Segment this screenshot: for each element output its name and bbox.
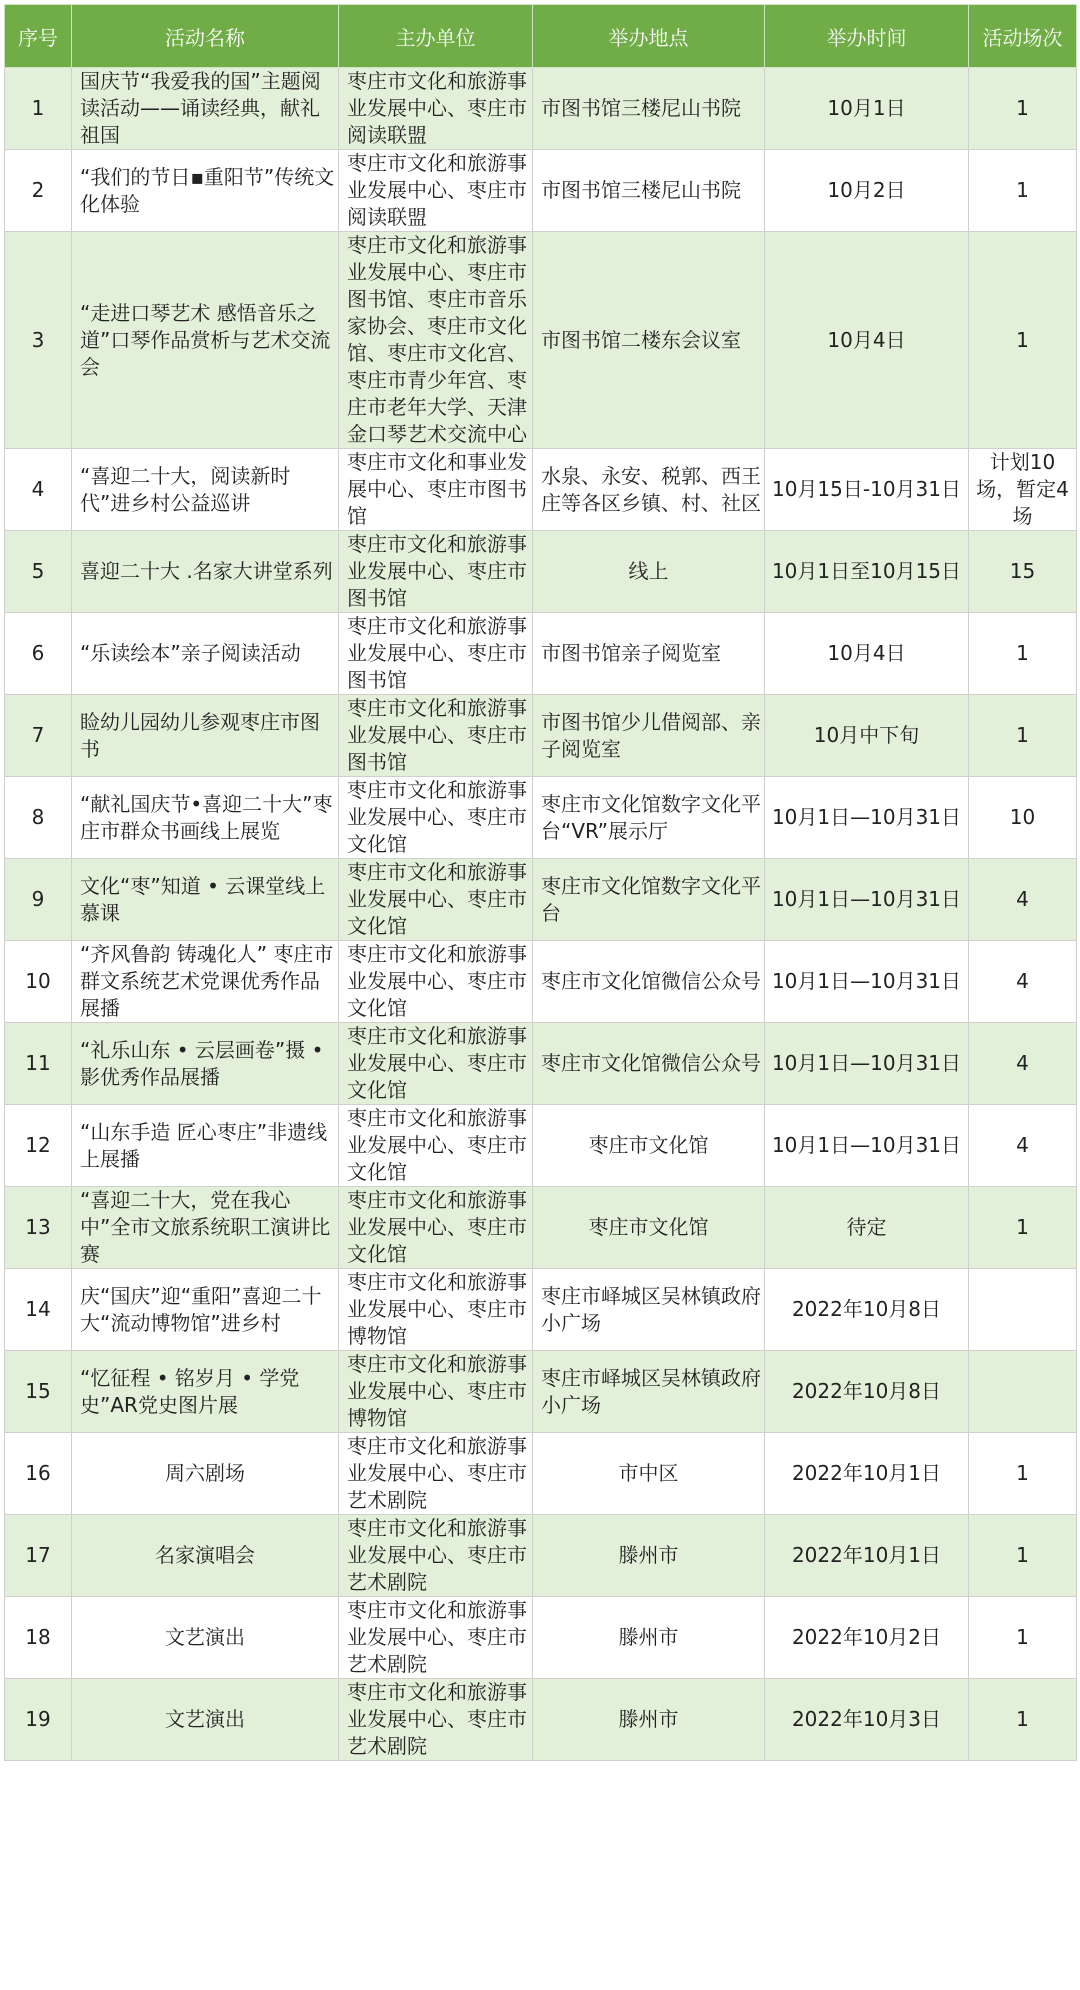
row-number-cell: 3 <box>5 232 72 449</box>
session-count-cell: 10 <box>969 777 1077 859</box>
session-count-cell: 4 <box>969 1105 1077 1187</box>
row-number-cell: 11 <box>5 1023 72 1105</box>
activity-name-cell: 国庆节“我爱我的国”主题阅读活动——诵读经典，献礼祖国 <box>72 68 339 150</box>
row-number-cell: 5 <box>5 531 72 613</box>
session-count-cell: 4 <box>969 1023 1077 1105</box>
venue-cell: 线上 <box>533 531 765 613</box>
activity-time-cell: 10月1日 <box>765 68 969 150</box>
session-count-cell: 1 <box>969 68 1077 150</box>
session-count-cell: 15 <box>969 531 1077 613</box>
table-row <box>5 1679 1077 1761</box>
row-number-cell: 12 <box>5 1105 72 1187</box>
activity-time-cell: 10月1日—10月31日 <box>765 1105 969 1187</box>
table-row <box>5 150 1077 232</box>
table-row <box>5 68 1077 150</box>
activity-schedule-table-container <box>4 4 1076 1761</box>
session-count-cell: 4 <box>969 941 1077 1023</box>
session-count-cell: 1 <box>969 613 1077 695</box>
table-row <box>5 1597 1077 1679</box>
session-count-cell: 计划10场，暂定4场 <box>969 449 1077 531</box>
activity-time-cell: 10月1日—10月31日 <box>765 777 969 859</box>
session-count-cell: 1 <box>969 150 1077 232</box>
column-header-sessions: 活动场次 <box>969 5 1077 68</box>
organizer-cell: 枣庄市文化和旅游事业发展中心、枣庄市艺术剧院 <box>339 1679 533 1761</box>
organizer-cell: 枣庄市文化和旅游事业发展中心、枣庄市艺术剧院 <box>339 1597 533 1679</box>
table-row <box>5 1023 1077 1105</box>
row-number-cell: 4 <box>5 449 72 531</box>
row-number-cell: 15 <box>5 1351 72 1433</box>
activity-name-cell: 文化“枣”知道 • 云课堂线上慕课 <box>72 859 339 941</box>
venue-cell: 滕州市 <box>533 1515 765 1597</box>
venue-cell: 枣庄市文化馆微信公众号 <box>533 1023 765 1105</box>
organizer-cell: 枣庄市文化和旅游事业发展中心、枣庄市博物馆 <box>339 1351 533 1433</box>
session-count-cell: 1 <box>969 1433 1077 1515</box>
activity-name-cell: 喜迎二十大 .名家大讲堂系列 <box>72 531 339 613</box>
organizer-cell: 枣庄市文化和旅游事业发展中心、枣庄市文化馆 <box>339 1023 533 1105</box>
row-number-cell: 17 <box>5 1515 72 1597</box>
activity-time-cell: 2022年10月3日 <box>765 1679 969 1761</box>
activity-time-cell: 2022年10月8日 <box>765 1269 969 1351</box>
activity-time-cell: 10月1日—10月31日 <box>765 1023 969 1105</box>
venue-cell: 市图书馆亲子阅览室 <box>533 613 765 695</box>
session-count-cell: 1 <box>969 1679 1077 1761</box>
organizer-cell: 枣庄市文化和旅游事业发展中心、枣庄市文化馆 <box>339 777 533 859</box>
table-row <box>5 1105 1077 1187</box>
organizer-cell: 枣庄市文化和旅游事业发展中心、枣庄市文化馆 <box>339 859 533 941</box>
row-number-cell: 18 <box>5 1597 72 1679</box>
activity-time-cell: 2022年10月1日 <box>765 1515 969 1597</box>
activity-name-cell: “喜迎二十大，党在我心中”全市文旅系统职工演讲比赛 <box>72 1187 339 1269</box>
venue-cell: 枣庄市文化馆数字文化平台 <box>533 859 765 941</box>
venue-cell: 枣庄市文化馆数字文化平台“VR”展示厅 <box>533 777 765 859</box>
session-count-cell <box>969 1351 1077 1433</box>
organizer-cell: 枣庄市文化和旅游事业发展中心、枣庄市图书馆 <box>339 695 533 777</box>
column-header-organizer: 主办单位 <box>339 5 533 68</box>
organizer-cell: 枣庄市文化和旅游事业发展中心、枣庄市艺术剧院 <box>339 1515 533 1597</box>
activity-name-cell: “忆征程 • 铭岁月 • 学党史”AR党史图片展 <box>72 1351 339 1433</box>
venue-cell: 枣庄市峄城区吴林镇政府小广场 <box>533 1269 765 1351</box>
organizer-cell: 枣庄市文化和旅游事业发展中心、枣庄市文化馆 <box>339 1105 533 1187</box>
activity-time-cell: 10月15日-10月31日 <box>765 449 969 531</box>
activity-name-cell: 周六剧场 <box>72 1433 339 1515</box>
table-row <box>5 941 1077 1023</box>
activity-time-cell: 2022年10月2日 <box>765 1597 969 1679</box>
activity-name-cell: “走进口琴艺术 感悟音乐之道”口琴作品赏析与艺术交流会 <box>72 232 339 449</box>
organizer-cell: 枣庄市文化和旅游事业发展中心、枣庄市文化馆 <box>339 1187 533 1269</box>
activity-time-cell: 10月1日—10月31日 <box>765 941 969 1023</box>
venue-cell: 枣庄市文化馆 <box>533 1187 765 1269</box>
venue-cell: 市图书馆三楼尼山书院 <box>533 150 765 232</box>
activity-time-cell: 2022年10月1日 <box>765 1433 969 1515</box>
table-body <box>5 68 1077 1761</box>
activity-time-cell: 待定 <box>765 1187 969 1269</box>
table-row <box>5 613 1077 695</box>
venue-cell: 市中区 <box>533 1433 765 1515</box>
session-count-cell: 1 <box>969 232 1077 449</box>
table-row <box>5 232 1077 449</box>
venue-cell: 滕州市 <box>533 1597 765 1679</box>
table-row <box>5 1351 1077 1433</box>
row-number-cell: 6 <box>5 613 72 695</box>
activity-name-cell: 文艺演出 <box>72 1597 339 1679</box>
row-number-cell: 19 <box>5 1679 72 1761</box>
organizer-cell: 枣庄市文化和旅游事业发展中心、枣庄市阅读联盟 <box>339 150 533 232</box>
venue-cell: 水泉、永安、税郭、西王庄等各区乡镇、村、社区 <box>533 449 765 531</box>
organizer-cell: 枣庄市文化和旅游事业发展中心、枣庄市艺术剧院 <box>339 1433 533 1515</box>
table-row <box>5 449 1077 531</box>
row-number-cell: 2 <box>5 150 72 232</box>
table-row <box>5 859 1077 941</box>
venue-cell: 滕州市 <box>533 1679 765 1761</box>
row-number-cell: 16 <box>5 1433 72 1515</box>
column-header-venue: 举办地点 <box>533 5 765 68</box>
activity-name-cell: “献礼国庆节•喜迎二十大”枣庄市群众书画线上展览 <box>72 777 339 859</box>
organizer-cell: 枣庄市文化和事业发展中心、枣庄市图书馆 <box>339 449 533 531</box>
organizer-cell: 枣庄市文化和旅游事业发展中心、枣庄市博物馆 <box>339 1269 533 1351</box>
venue-cell: 枣庄市峄城区吴林镇政府小广场 <box>533 1351 765 1433</box>
activity-name-cell: 庆“国庆”迎“重阳”喜迎二十大“流动博物馆”进乡村 <box>72 1269 339 1351</box>
row-number-cell: 13 <box>5 1187 72 1269</box>
activity-name-cell: “礼乐山东 • 云层画卷”摄 • 影优秀作品展播 <box>72 1023 339 1105</box>
row-number-cell: 14 <box>5 1269 72 1351</box>
activity-time-cell: 10月4日 <box>765 613 969 695</box>
activity-name-cell: “喜迎二十大，阅读新时代”进乡村公益巡讲 <box>72 449 339 531</box>
activity-name-cell: “山东手造 匠心枣庄”非遗线上展播 <box>72 1105 339 1187</box>
row-number-cell: 7 <box>5 695 72 777</box>
activity-schedule-table <box>4 4 1077 1761</box>
table-row <box>5 695 1077 777</box>
activity-time-cell: 2022年10月8日 <box>765 1351 969 1433</box>
column-header-time: 举办时间 <box>765 5 969 68</box>
activity-time-cell: 10月1日至10月15日 <box>765 531 969 613</box>
table-row <box>5 1515 1077 1597</box>
activity-time-cell: 10月4日 <box>765 232 969 449</box>
session-count-cell: 1 <box>969 695 1077 777</box>
table-row <box>5 531 1077 613</box>
table-row <box>5 1433 1077 1515</box>
activity-time-cell: 10月中下旬 <box>765 695 969 777</box>
session-count-cell <box>969 1269 1077 1351</box>
organizer-cell: 枣庄市文化和旅游事业发展中心、枣庄市图书馆 <box>339 531 533 613</box>
venue-cell: 市图书馆少儿借阅部、亲子阅览室 <box>533 695 765 777</box>
activity-name-cell: 文艺演出 <box>72 1679 339 1761</box>
organizer-cell: 枣庄市文化和旅游事业发展中心、枣庄市图书馆、枣庄市音乐家协会、枣庄市文化馆、枣庄市文化宫、枣庄市青少年宫、枣庄市老年大学、天津金口琴艺术交流中心 <box>339 232 533 449</box>
activity-name-cell: 名家演唱会 <box>72 1515 339 1597</box>
row-number-cell: 10 <box>5 941 72 1023</box>
venue-cell: 枣庄市文化馆 <box>533 1105 765 1187</box>
column-header-number: 序号 <box>5 5 72 68</box>
session-count-cell: 1 <box>969 1597 1077 1679</box>
organizer-cell: 枣庄市文化和旅游事业发展中心、枣庄市阅读联盟 <box>339 68 533 150</box>
activity-name-cell: 睑幼儿园幼儿参观枣庄市图书 <box>72 695 339 777</box>
activity-time-cell: 10月1日—10月31日 <box>765 859 969 941</box>
column-header-activity-name: 活动名称 <box>72 5 339 68</box>
venue-cell: 市图书馆二楼东会议室 <box>533 232 765 449</box>
session-count-cell: 1 <box>969 1187 1077 1269</box>
activity-time-cell: 10月2日 <box>765 150 969 232</box>
row-number-cell: 9 <box>5 859 72 941</box>
organizer-cell: 枣庄市文化和旅游事业发展中心、枣庄市图书馆 <box>339 613 533 695</box>
row-number-cell: 8 <box>5 777 72 859</box>
activity-name-cell: “我们的节日▪重阳节”传统文化体验 <box>72 150 339 232</box>
table-row <box>5 777 1077 859</box>
venue-cell: 枣庄市文化馆微信公众号 <box>533 941 765 1023</box>
table-row <box>5 1269 1077 1351</box>
session-count-cell: 1 <box>969 1515 1077 1597</box>
organizer-cell: 枣庄市文化和旅游事业发展中心、枣庄市文化馆 <box>339 941 533 1023</box>
activity-name-cell: “齐风鲁韵 铸魂化人” 枣庄市群文系统艺术党课优秀作品展播 <box>72 941 339 1023</box>
row-number-cell: 1 <box>5 68 72 150</box>
header-row <box>5 5 1077 68</box>
venue-cell: 市图书馆三楼尼山书院 <box>533 68 765 150</box>
session-count-cell: 4 <box>969 859 1077 941</box>
table-row <box>5 1187 1077 1269</box>
activity-name-cell: “乐读绘本”亲子阅读活动 <box>72 613 339 695</box>
